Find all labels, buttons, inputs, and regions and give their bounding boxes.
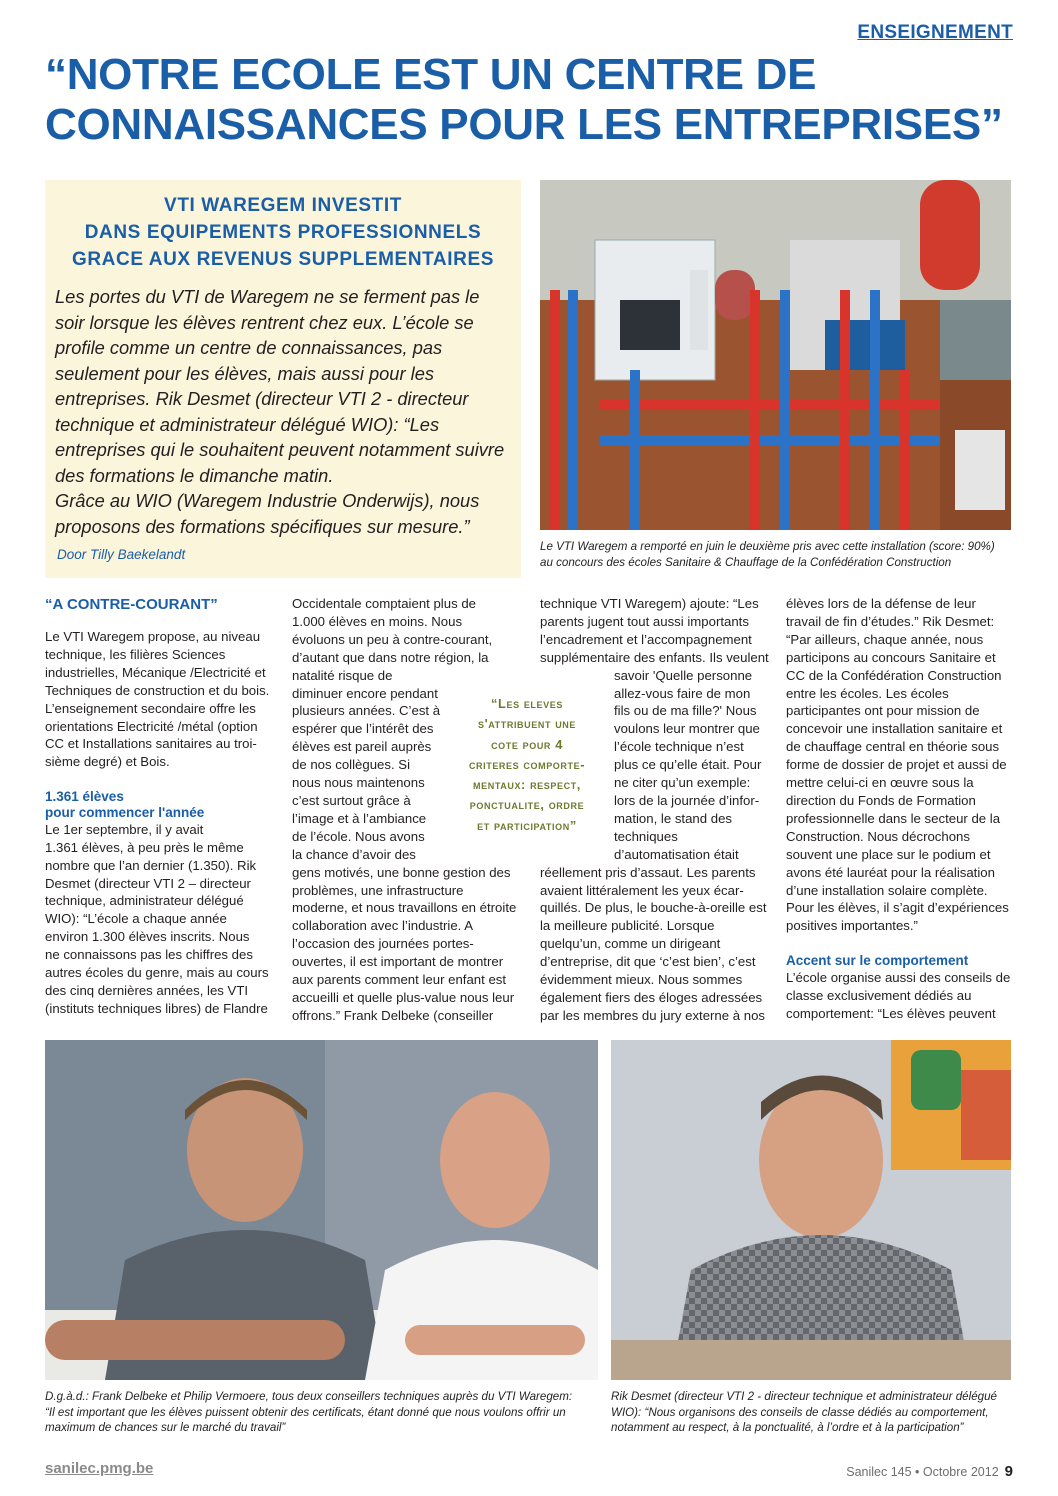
body-line: nous nous maintenons xyxy=(292,775,425,791)
body-line: “Par ailleurs, chaque année, nous xyxy=(786,631,984,647)
issue-label: Sanilec 145 • Octobre 2012 xyxy=(846,1465,999,1479)
body-line: CC et Installations sanitaires au troi- xyxy=(45,736,257,752)
caption-line: “Il est important que les élèves puissent obtenir des certificats, étant donné que nous voulons offrir un xyxy=(45,1405,566,1419)
body-line: espérer que l’intérêt des xyxy=(292,721,434,737)
subheading: Accent sur le comportement xyxy=(786,953,969,969)
body-line: 1.361 élèves, à peu près le même xyxy=(45,839,244,855)
page-number: 9 xyxy=(1004,1463,1013,1480)
body-line: également fiers des éloges adressées xyxy=(540,989,763,1005)
body-line: évidemment mieux. Nous sommes xyxy=(540,972,743,988)
body-line: de l’école. Nous avons xyxy=(292,828,425,844)
body-line: technique VTI Waregem) ajoute: “Les xyxy=(540,596,759,611)
body-line: de chauffage central en théorie sous xyxy=(786,739,1000,755)
body-line: positives importantes.” xyxy=(786,918,918,934)
body-line: l’image et à l’ambiance xyxy=(292,810,427,826)
intro-subtitle xyxy=(45,192,521,273)
intro-line: profile comme un centre de connaissances, pas xyxy=(55,337,443,358)
intro-line: technique et administrateur délégué WIO): “Les xyxy=(55,413,440,435)
installation-caption xyxy=(540,539,1020,570)
body-line: quelqu’un, comme un dirigeant xyxy=(540,936,721,952)
body-line: lors de la journée d’infor- xyxy=(614,792,760,808)
body-line: plusieurs années. C’est à xyxy=(292,703,441,719)
body-line: problèmes, une infrastructure xyxy=(292,882,464,898)
headline-line-2: CONNAISSANCES POUR LES ENTREPRISES” xyxy=(45,100,1003,149)
body-line: nombre que l’an dernier (1.350). Rik xyxy=(45,857,257,873)
body-line: élèves est pareil auprès xyxy=(292,739,432,755)
body-line: d’une installation solaire complète. xyxy=(786,882,988,898)
body-line: la meilleure publicité. Lorsque xyxy=(540,918,715,934)
body-line: ne connaissons pas les chiffres des xyxy=(45,947,253,963)
subheading-line: pour commencer l'année xyxy=(45,805,205,821)
caption-line: au concours des écoles Sanitaire & Chauffage de la Confédération Construction xyxy=(540,555,952,569)
body-line: plus ce qu’elle était. Pour xyxy=(614,757,762,773)
body-line: accueilli et quelle plus-value nous leur xyxy=(292,989,515,1005)
intro-line: seulement pour les élèves, mais aussi pour les xyxy=(55,362,435,384)
body-line: ouvertes, il est important de montrer xyxy=(292,954,504,970)
body-line: environ 1.300 élèves inscrits. Nous xyxy=(45,929,250,945)
body-line: ne citer qu’un exemple: xyxy=(614,775,751,791)
caption-line: notamment au respect, à la ponctualité, à l’ordre et à la participation” xyxy=(611,1421,964,1434)
body-line: moderne, et nous travaillons en étroite xyxy=(292,900,517,916)
body-line: concevoir une installation sanitaire et xyxy=(786,721,1003,737)
body-line: mation, le stand des xyxy=(614,810,733,826)
body-line: d’automatisation était xyxy=(614,846,739,862)
body-line: voulons leur montrer que xyxy=(614,721,760,737)
body-line: CC de la Confédération Construction xyxy=(786,667,1002,683)
intro-line: proposons des formations spécifiques sur mesure.” xyxy=(55,515,470,537)
intro-line: entreprises qui le souhaitent peuvent notamment suivre xyxy=(55,439,505,460)
column-4 xyxy=(786,595,1026,1023)
intro-line: Les portes du VTI de Waregem ne se ferment pas le xyxy=(55,286,480,307)
body-line: Pour les élèves, il s’agit d’expériences xyxy=(786,900,1009,916)
footer-issue xyxy=(846,1463,1013,1480)
body-line: réellement pris d’assaut. Les parents xyxy=(540,864,756,880)
body-line: d’entreprise, dit que ‘c’est bien’, c’est xyxy=(540,954,756,970)
body-line: participons au concours Sanitaire et xyxy=(786,649,996,665)
byline: Door Tilly Baekelandt xyxy=(57,547,186,562)
headline-line-1: “NOTRE ECOLE EST UN CENTRE DE xyxy=(45,50,817,99)
intro-subtitle-line: VTI WAREGEM INVESTIT xyxy=(164,195,402,216)
pull-quote-line: mentaux: respect, xyxy=(473,777,581,793)
pull-quote-line: criteres comporte- xyxy=(468,756,586,772)
intro-line: soir lorsque les élèves rentrent chez eux. L’école se xyxy=(55,311,474,333)
body-line: techniques xyxy=(614,828,678,844)
subheading-line: 1.361 élèves xyxy=(45,789,124,805)
body-line: 1.000 élèves en moins. Nous xyxy=(292,613,463,629)
body-line: la chance d’avoir des xyxy=(292,846,416,862)
body-line: de nos collègues. Si xyxy=(292,757,411,773)
body-line: Le VTI Waregem propose, au niveau xyxy=(45,629,261,644)
column-3 xyxy=(540,595,775,1025)
body-line: allez-vous faire de mon xyxy=(614,685,751,701)
advisors-photo xyxy=(45,1040,598,1380)
body-line: technique, les filières Sciences xyxy=(45,646,226,662)
body-line: fils ou de ma fille?' Nous xyxy=(614,703,757,719)
body-line: natalité risque de xyxy=(292,667,393,683)
caption-line: Rik Desmet (directeur VTI 2 - directeur technique et administrateur délégué xyxy=(611,1390,997,1403)
body-line: c’est surtout grâce à xyxy=(292,792,411,808)
pull-quote-line: cote pour 4 xyxy=(491,736,563,752)
director-illustration xyxy=(611,1040,1011,1380)
body-line: quillés. De plus, le bouche-à-oreille est xyxy=(540,900,767,916)
intro-subtitle-line: DANS EQUIPEMENTS PROFESSIONNELS xyxy=(84,222,482,243)
body-line: Desmet (directeur VTI 2 – directeur xyxy=(45,875,251,891)
body-line: orientations Electricité /métal (option xyxy=(45,718,258,734)
intro-line: des formations le dimanche matin. xyxy=(55,464,334,486)
installation-photo xyxy=(540,180,1011,530)
body-line: offrons.” Frank Delbeke (conseiller xyxy=(292,1007,494,1023)
body-line: autres écoles du genre, mais au cours xyxy=(45,965,269,981)
director-caption xyxy=(611,1389,1031,1436)
body-line: Le 1er septembre, il y avait xyxy=(45,821,204,837)
advisors-caption xyxy=(45,1389,605,1436)
body-line: direction du Fonds de Formation xyxy=(786,792,976,808)
body-line: l’encadrement et l’accompagnement xyxy=(540,631,752,647)
body-line: Construction. Nous décrochons xyxy=(786,828,970,844)
body-line: sième degré) et Bois. xyxy=(45,754,170,770)
body-line: l’école technique n’est xyxy=(614,739,744,755)
body-line: d’autant que dans notre région, la xyxy=(292,649,489,665)
director-photo xyxy=(611,1040,1011,1380)
intro-line: Grâce au WIO (Waregem Industrie Onderwijs), nous xyxy=(55,490,480,511)
caption-line: D.g.à.d.: Frank Delbeke et Philip Vermoere, tous deux conseillers techniques auprès du VTI Waregem: xyxy=(45,1390,573,1403)
pull-quote-line: ponctualite, ordre xyxy=(469,797,585,813)
section-heading: “A CONTRE-COURANT” xyxy=(45,596,218,613)
body-line: classe exclusivement dédiés au xyxy=(786,987,972,1003)
body-line: avaient littéralement les yeux écar- xyxy=(540,882,744,898)
body-line: comportement: “Les élèves peuvent xyxy=(786,1005,996,1021)
body-line: souvent une place sur le podium et xyxy=(786,846,991,862)
pull-quote-line: “Les eleves xyxy=(491,696,563,711)
pull-quote-line: s'attribuent une xyxy=(477,716,577,732)
body-line: industrielles, Mécanique /Electricité et xyxy=(45,664,266,680)
intro-subtitle-line: GRACE AUX REVENUS SUPPLEMENTAIRES xyxy=(71,249,495,270)
body-line: gens motivés, une bonne gestion des xyxy=(292,864,511,880)
caption-line: maximum de chances sur le marché du travail” xyxy=(45,1421,286,1434)
body-line: WIO): “L’école a chaque année xyxy=(45,911,227,927)
caption-line: WIO): “Nous organisons des conseils de classe dédiés au comportement, xyxy=(611,1405,989,1419)
body-line: mettre celui-ci en œuvre sous la xyxy=(786,775,974,791)
body-line: collaboration avec l’industrie. A xyxy=(292,918,474,934)
advisors-illustration xyxy=(45,1040,598,1380)
body-line: l’occasion des journées portes- xyxy=(292,936,474,952)
footer-website-link[interactable]: sanilec.pmg.be xyxy=(45,1460,154,1477)
body-line: travail de fin d’études.” Rik Desmet: xyxy=(786,613,995,629)
body-line: diminuer encore pendant xyxy=(292,685,438,701)
body-line: avons été lauréat pour la réalisation xyxy=(786,864,995,880)
body-line: participantes ont pour mission de xyxy=(786,703,980,719)
caption-line: Le VTI Waregem a remporté en juin le deuxième pris avec cette installation (score: 90%) xyxy=(540,540,995,553)
body-line: Occidentale comptaient plus de xyxy=(292,596,477,611)
body-line: entre les écoles. Les écoles xyxy=(786,685,949,701)
pull-quote-line: et participation” xyxy=(477,817,577,833)
body-line: élèves lors de la défense de leur xyxy=(786,596,976,611)
body-line: supplémentaire des enfants. Ils veulent xyxy=(540,649,769,665)
body-line: parents jugent tout aussi importants xyxy=(540,613,749,629)
body-line: L’école organise aussi des conseils de xyxy=(786,970,1011,986)
body-line: savoir 'Quelle personne xyxy=(614,667,753,683)
intro-lead xyxy=(55,284,517,539)
subheading xyxy=(45,789,285,821)
intro-line: entreprises. Rik Desmet (directeur VTI 2 - directeur xyxy=(55,388,469,409)
body-line: des cinq dernières années, les VTI xyxy=(45,983,249,998)
section-tag: ENSEIGNEMENT xyxy=(857,22,1013,43)
body-line: (instituts techniques libres) de Flandre xyxy=(45,1000,268,1016)
installation-illustration xyxy=(540,180,1011,530)
body-line: aux parents comment leur enfant est xyxy=(292,972,507,988)
body-line: Techniques de construction et du bois. xyxy=(45,682,270,698)
body-line: technique, administrateur délégué xyxy=(45,893,244,909)
body-line: L’enseignement secondaire offre les xyxy=(45,700,256,716)
body-line: professionnelle dans le secteur de la xyxy=(786,810,1001,826)
body-line: forme de dossier de projet et aussi de xyxy=(786,757,1007,773)
article-headline xyxy=(45,50,1025,150)
body-line: par les membres du jury externe à nos xyxy=(540,1007,766,1023)
body-line: évoluons un peu à contre-courant, xyxy=(292,631,493,647)
column-1 xyxy=(45,596,285,1018)
narrow-wrap xyxy=(540,667,775,864)
